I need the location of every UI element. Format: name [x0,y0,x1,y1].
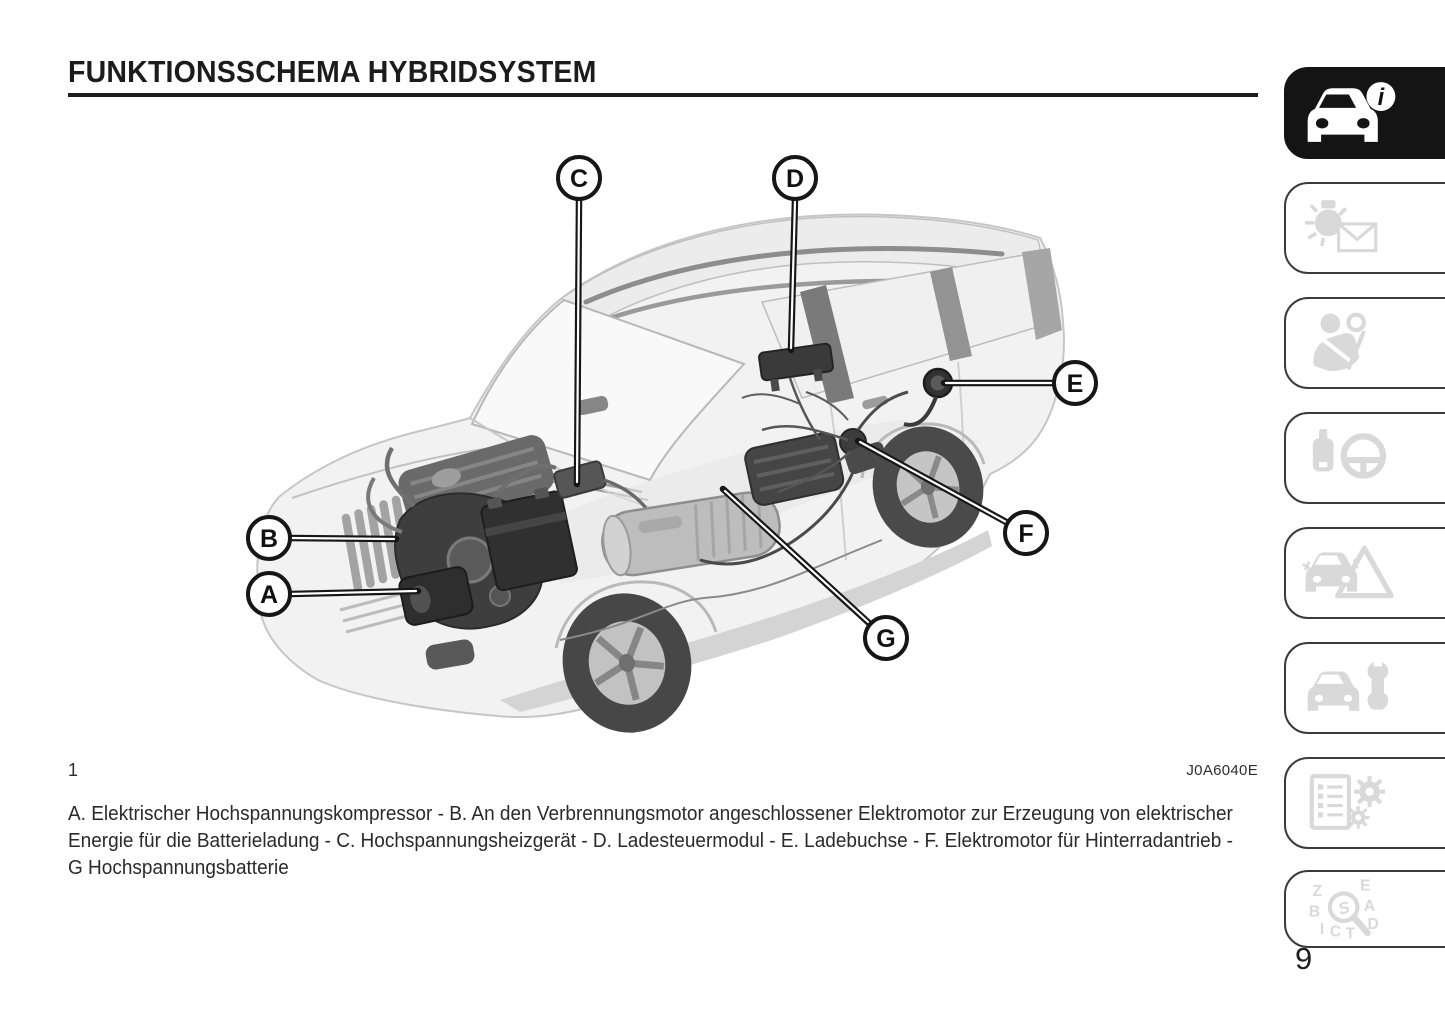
svg-text:i: i [1377,84,1385,111]
svg-text:A: A [259,581,279,609]
title-rule [68,93,1258,97]
callout-b [248,517,290,559]
svg-text:Z: Z [1312,883,1323,901]
svg-text:S: S [1336,898,1353,919]
svg-text:A: A [1363,897,1376,915]
svg-text:F: F [1018,520,1034,548]
svg-text:B: B [1308,903,1321,921]
svg-text:I: I [1319,920,1325,938]
hybrid-system-diagram [230,120,1130,760]
svg-text:C: C [1329,923,1342,941]
svg-text:C: C [569,165,589,193]
figure-code: J0A6040E [1186,762,1258,779]
callout-d [774,157,816,199]
svg-text:G: G [876,625,896,653]
tab-vehicle-info[interactable] [1284,67,1445,159]
tab-index[interactable] [1284,870,1445,948]
key-steering-wheel-icon [1299,425,1403,491]
tab-safety[interactable] [1284,297,1445,389]
svg-text:E: E [1360,877,1371,895]
occupant-airbag-icon [1299,310,1403,376]
page-title: FUNKTIONSSCHEMA HYBRIDSYSTEM [68,54,597,89]
car-info-icon [1299,80,1403,146]
callout-a [248,573,290,615]
tab-dashboard-warning-lights[interactable] [1284,182,1445,274]
caption-line: A. Elektrischer Hochspannungskompressor - B. An den Verbrennungsmotor angeschlossener Elektromotor zur Erzeugung von elektrischer [68,803,1233,825]
spec-sheet-gears-icon [1299,770,1403,836]
magnifier-letters-icon [1299,876,1403,942]
callout-e [1054,362,1096,404]
tab-maintenance[interactable] [1284,642,1445,734]
car-warning-triangle-icon [1299,540,1403,606]
svg-text:B: B [259,525,279,553]
figure-number: 1 [68,760,79,780]
caption-line: G Hochspannungsbatterie [68,857,289,879]
svg-text:D: D [785,165,805,193]
car-wrench-icon [1299,655,1403,721]
callout-f [1005,512,1047,554]
svg-text:D: D [1367,916,1379,934]
caption-line: Energie für die Batterieladung - C. Hochspannungsheizgerät - D. Ladesteuermodul - E. Ladebuchse - F. Elektromotor für Hinterradantrieb - [68,830,1233,852]
tab-starting-driving[interactable] [1284,412,1445,504]
warning-lamp-message-icon [1299,195,1403,261]
figure-caption [68,801,1233,882]
tab-emergency[interactable] [1284,527,1445,619]
svg-text:E: E [1066,370,1084,398]
svg-text:T: T [1345,925,1356,942]
tab-technical-data[interactable] [1284,757,1445,849]
callout-g [865,617,907,659]
belt-driven-motor-generator [479,484,578,591]
page-number: 9 [1295,941,1313,976]
callout-c [558,157,600,199]
